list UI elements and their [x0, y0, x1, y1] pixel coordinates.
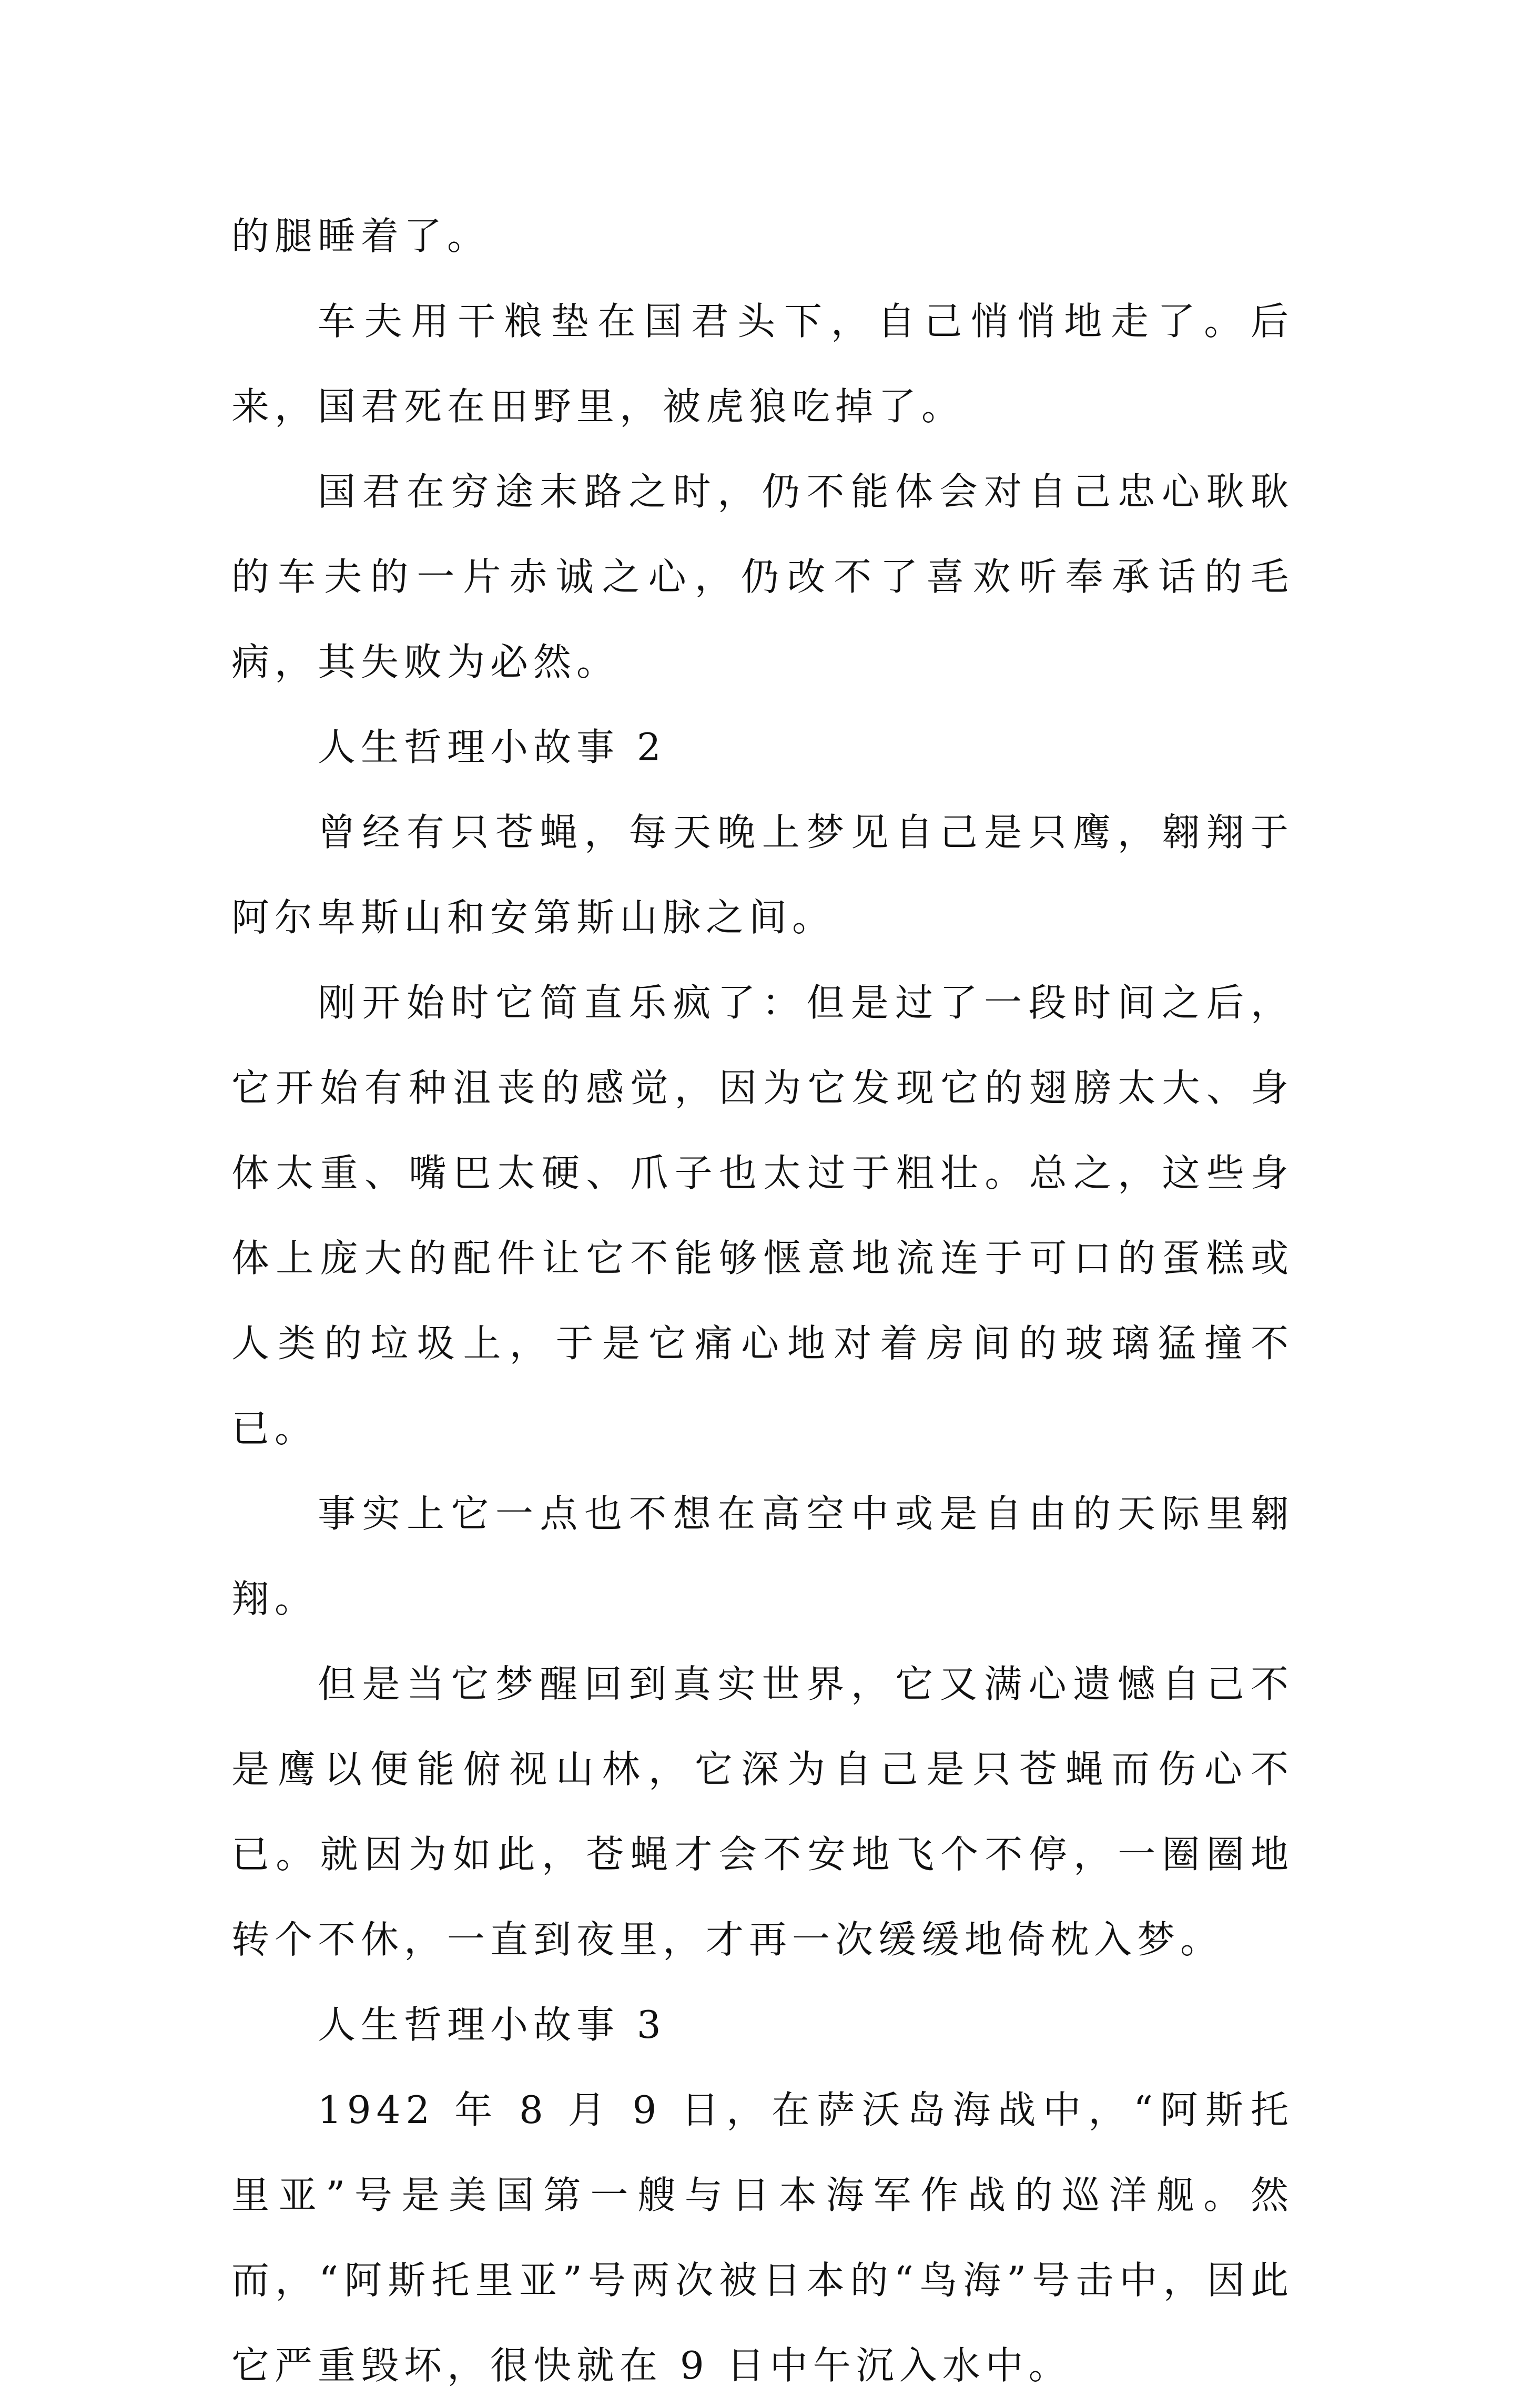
paragraph-4: 曾经有只苍蝇，每天晚上梦见自己是只鹰，翱翔于阿尔卑斯山和安第斯山脉之间。 — [231, 810, 1294, 940]
paragraph-3: 国君在穷途末路之时，仍不能体会对自己忠心耿耿的车夫的一片赤诚之心，仍改不了喜欢听奉承话的毛病，其失败为必然。 — [231, 470, 1294, 684]
section-heading-story-3: 人生哲理小故事 3 — [318, 2003, 666, 2047]
document-body — [231, 193, 1294, 2408]
section-heading-story-2: 人生哲理小故事 2 — [318, 725, 666, 769]
paragraph-7: 但是当它梦醒回到真实世界，它又满心遗憾自己不是鹰以便能俯视山林，它深为自己是只苍蝇而伤心不已。就因为如此，苍蝇才会不安地飞个不停，一圈圈地转个不休，一直到夜里，才再一次缓缓地倚枕入梦。 — [231, 1662, 1294, 1962]
paragraph-6: 事实上它一点也不想在高空中或是自由的天际里翱翔。 — [231, 1492, 1294, 1621]
paragraph-5: 刚开始时它简直乐疯了：但是过了一段时间之后，它开始有种沮丧的感觉，因为它发现它的翅膀太大、身体太重、嘴巴太硬、爪子也太过于粗壮。总之，这些身体上庞大的配件让它不能够惬意地流连于可口的蛋糕或人类的垃圾上，于是它痛心地对着房间的玻璃猛撞不已。 — [231, 981, 1294, 1451]
paragraph-2: 车夫用干粮垫在国君头下，自己悄悄地走了。后来，国君死在田野里，被虎狼吃掉了。 — [231, 299, 1294, 428]
paragraph-8: 1942 年 8 月 9 日，在萨沃岛海战中，“阿斯托里亚”号是美国第一艘与日本海军作战的巡洋舰。然而，“阿斯托里亚”号两次被日本的“鸟海”号击中，因此它严重毁坏，很快就在 9 日中午沉入水中。 — [231, 2088, 1294, 2387]
paragraph-1: 的腿睡着了。 — [231, 214, 491, 258]
